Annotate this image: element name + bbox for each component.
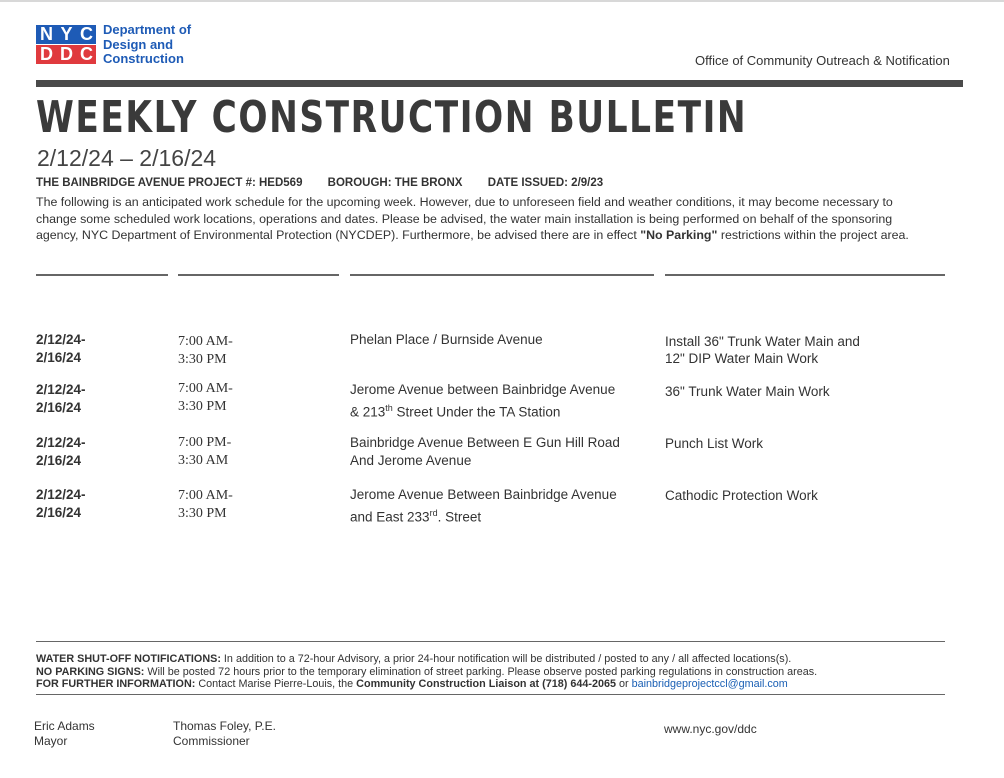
intro-text: The following is an anticipated work schedule for the upcoming week. However, due to unforeseen field and weather conditions, it may become necessary to change some scheduled work locations, operations and dates. Please be advised, the water main installation is being performed on behalf of the sponsoring agency, NYC Department of Environmental Protection (NYCDEP). Furthermore, be advised there are in effect [36, 195, 893, 242]
date-end: 2/16/24 [36, 350, 82, 365]
dept-line: Department of [103, 22, 192, 37]
footer-rule-bottom [36, 694, 945, 695]
logo-row-ddc [36, 45, 98, 64]
footer-notes [36, 653, 945, 691]
no-parking-label: NO PARKING SIGNS: [36, 665, 145, 678]
footer-rule-top [36, 641, 945, 642]
intro-tail: restrictions within the project area. [717, 228, 909, 242]
time-end: 3:30 PM [178, 399, 227, 414]
time-start: 7:00 AM- [178, 488, 233, 503]
row-date [36, 486, 86, 522]
top-edge-line [0, 0, 1004, 2]
time-end: 3:30 PM [178, 352, 227, 367]
date-issued: DATE ISSUED: 2/9/23 [487, 177, 604, 189]
further-info-label: FOR FURTHER INFORMATION: [36, 678, 196, 691]
row-work [665, 435, 945, 452]
row-work [665, 487, 945, 504]
department-name [103, 23, 191, 67]
no-parking-note [36, 666, 945, 679]
column-rule-time [178, 274, 339, 276]
row-date [36, 331, 86, 367]
mayor-signature [34, 719, 95, 749]
water-shutoff-label: WATER SHUT-OFF NOTIFICATIONS: [36, 653, 221, 665]
ordinal-suffix: th [385, 403, 393, 413]
row-location [350, 331, 650, 349]
work-line: Cathodic Protection Work [665, 488, 818, 503]
logo-letter: Y [56, 25, 76, 44]
work-line: 36" Trunk Water Main Work [665, 384, 830, 399]
date-range: 2/12/24 – 2/16/24 [37, 145, 217, 171]
date-start: 2/12/24- [36, 382, 86, 397]
column-rule-date [36, 274, 168, 276]
no-parking-text: Will be posted 72 hours prior to the temporary elimination of street parking. Please observe posted parking regulations in construction areas. [144, 665, 818, 678]
project-info-line [36, 177, 625, 189]
logo-letter: C [76, 25, 96, 44]
logo-letter: D [56, 45, 76, 64]
logo-letter: N [36, 25, 56, 44]
work-line: Punch List Work [665, 436, 764, 451]
mayor-title: Mayor [34, 734, 68, 748]
further-info-note [36, 678, 945, 691]
liaison-title: Community Construction Liaison [356, 678, 527, 691]
borough: BOROUGH: THE BRONX [327, 177, 463, 189]
column-rule-work [665, 274, 945, 276]
location-line: Jerome Avenue Between Bainbridge Avenue [350, 487, 617, 502]
commissioner-signature [173, 719, 276, 749]
commissioner-name: Thomas Foley, P.E. [173, 719, 276, 733]
row-date [36, 381, 86, 417]
connector-text: or [615, 678, 632, 691]
row-work [665, 333, 945, 367]
dept-line: Construction [103, 51, 184, 66]
row-time [178, 380, 233, 416]
row-location [350, 381, 650, 422]
location-line: Bainbridge Avenue Between E Gun Hill Road [350, 435, 620, 450]
location-line: and East 233rd. Street [350, 508, 482, 525]
time-start: 7:00 PM- [178, 435, 232, 450]
location-line: & 213th Street Under the TA Station [350, 403, 561, 420]
commissioner-title: Commissioner [173, 734, 250, 748]
row-location [350, 434, 650, 470]
date-end: 2/16/24 [36, 505, 82, 520]
location-line: And Jerome Avenue [350, 453, 472, 468]
ordinal-suffix: rd [429, 508, 438, 518]
header-rule [36, 80, 963, 87]
row-work [665, 383, 945, 400]
office-name: Office of Community Outreach & Notification [695, 53, 950, 68]
logo-letter: D [36, 45, 56, 64]
row-time [178, 434, 231, 470]
date-end: 2/16/24 [36, 453, 82, 468]
date-start: 2/12/24- [36, 487, 86, 502]
project-number: THE BAINBRIDGE AVENUE PROJECT #: HED569 [36, 177, 303, 189]
row-time [178, 487, 233, 523]
logo-row-nyc [36, 25, 98, 44]
no-parking-emphasis: "No Parking" [640, 228, 718, 242]
mayor-name: Eric Adams [34, 719, 95, 733]
time-end: 3:30 AM [178, 453, 229, 468]
row-time [178, 333, 233, 369]
work-line: Install 36" Trunk Water Main and [665, 334, 860, 349]
nyc-ddc-logo [36, 24, 98, 66]
further-info-text: Contact Marise Pierre-Louis, the [195, 678, 357, 691]
work-line: 12" DIP Water Main Work [665, 351, 819, 366]
water-shutoff-text: In addition to a 72-hour Advisory, a prior 24-hour notification will be distributed / posted to any / all affected locations(s). [220, 653, 792, 665]
logo-letter: C [76, 45, 96, 64]
dept-line: Design and [103, 36, 174, 52]
page-title: WEEKLY CONSTRUCTION BULLETIN [36, 92, 748, 143]
intro-paragraph [36, 194, 936, 244]
date-start: 2/12/24- [36, 332, 86, 347]
row-date [36, 434, 86, 470]
date-end: 2/16/24 [36, 400, 82, 415]
website-link[interactable]: www.nyc.gov/ddc [664, 722, 757, 736]
column-rule-location [350, 274, 654, 276]
email-link[interactable]: bainbridgeprojectccl@gmail.com [631, 678, 788, 691]
time-start: 7:00 AM- [178, 334, 233, 349]
water-shutoff-note [36, 653, 945, 666]
liaison-phone: at (718) 644-2065 [526, 678, 616, 691]
row-location [350, 486, 650, 527]
time-end: 3:30 PM [178, 506, 227, 521]
time-start: 7:00 AM- [178, 381, 233, 396]
location-line: Phelan Place / Burnside Avenue [350, 332, 543, 347]
date-start: 2/12/24- [36, 435, 86, 450]
location-line: Jerome Avenue between Bainbridge Avenue [350, 382, 616, 397]
